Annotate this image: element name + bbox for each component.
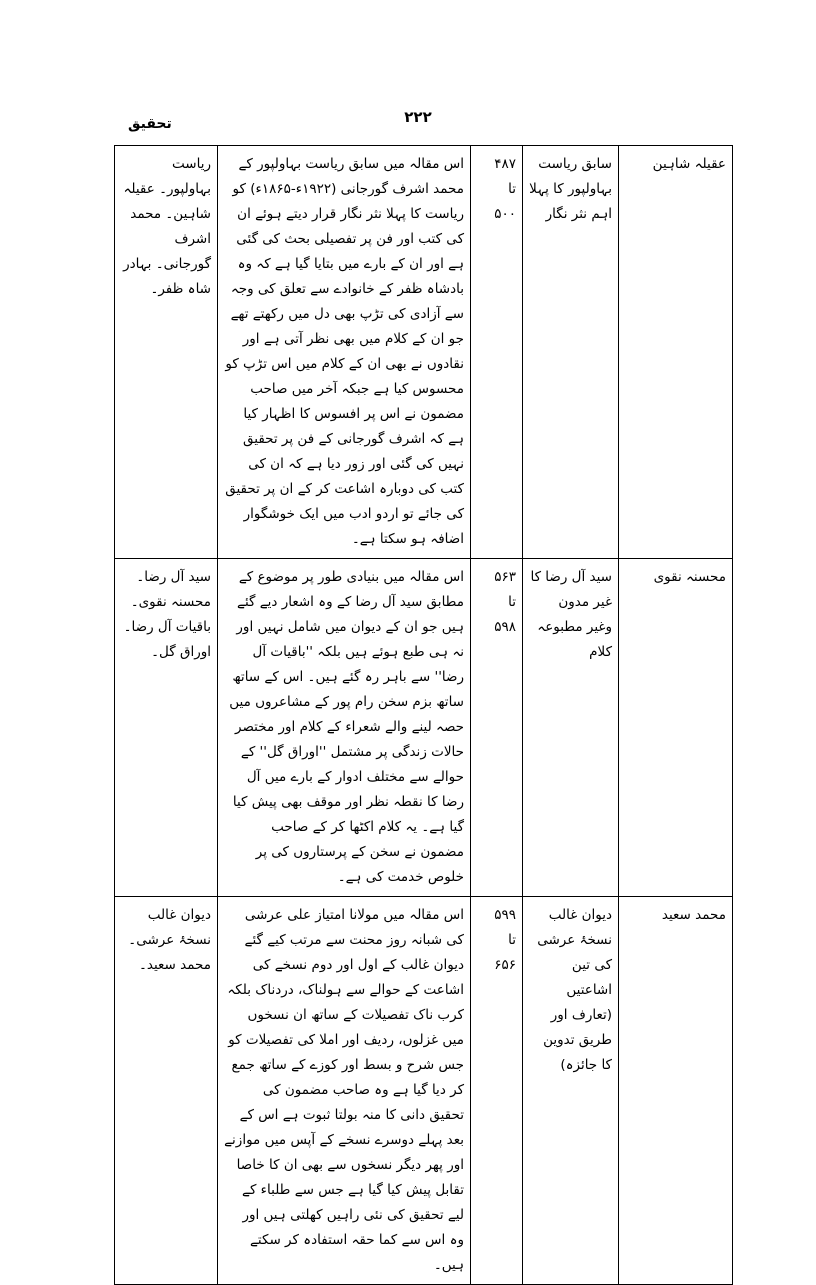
- running-head: تحقیق: [128, 116, 172, 132]
- author-cell: عقیلہ شاہین: [619, 146, 733, 559]
- pages-from: ۵۶۳: [494, 569, 516, 585]
- title-cell: سابق ریاست بہاولپور کا پہلا اہم نثر نگار: [523, 146, 619, 559]
- author-cell: محسنہ نقوی: [619, 559, 733, 897]
- pages-to-word: تا: [508, 932, 516, 948]
- page-number: ۲۲۲: [404, 108, 432, 126]
- summary-cell: اس مقالہ میں بنیادی طور پر موضوع کے مطابق سید آل رضا کے وہ اشعار دیے گئے ہیں جو ان کے دیوان میں شامل نہیں اور نہ ہی طبع ہوئے ہیں بلکہ ''باقیات آل رضا'' سے باہر رہ گئے ہیں۔ اس کے ساتھ ساتھ بزم سخن رام پور کے مشاعروں میں حصہ لینے والے شعراء کے کلام اور مختصر حالات زندگی پر مشتمل ''اوراق گل'' کے حوالے سے مختلف ادوار کے بارے میں آل رضا کا نقطہ نظر اور موقف بھی پیش کیا گیا ہے۔ یہ کلام اکٹھا کر کے صاحب مضمون نے سخن کے پرستاروں کی پر خلوص خدمت کی ہے۔: [218, 559, 471, 897]
- summary-cell: اس مقالہ میں مولانا امتیاز علی عرشی کی شبانہ روز محنت سے مرتب کیے گئے دیوان غالب کے اول اور دوم نسخے کی اشاعت کے حوالے سے ہولناک، دردناک بلکہ کرب ناک تفصیلات کے ساتھ ان نسخوں میں غزلوں، ردیف اور املا کی تفصیلات کو جس شرح و بسط اور کوزے کے ساتھ جمع کر دیا گیا ہے وہ صاحب مضمون کی تحقیق دانی کا منہ بولتا ثبوت ہے اس کے بعد پہلے دوسرے نسخے کے آپس میں موازنے اور پھر دیگر نسخوں سے بھی ان کا خاصا تقابل پیش کیا گیا ہے جس سے طلباء کے لیے تحقیق کی نئی راہیں کھلتی ہیں اور وہ اس سے کما حقہ استفادہ کر سکتے ہیں۔: [218, 897, 471, 1285]
- pages-to-word: تا: [508, 181, 516, 197]
- title-cell: دیوان غالب نسخۂ عرشی کی تین اشاعتیں (تعارف اور طریق تدوین کا جائزہ): [523, 897, 619, 1285]
- author-cell: محمد سعید: [619, 897, 733, 1285]
- title-cell: سید آل رضا کا غیر مدون وغیر مطبوعہ کلام: [523, 559, 619, 897]
- pages-to: ۵۰۰: [494, 206, 516, 222]
- pages-from: ۴۸۷: [494, 156, 516, 172]
- pages-to: ۶۵۶: [494, 957, 516, 973]
- table-row: [115, 897, 733, 1285]
- keywords-cell: ریاست بہاولپور۔ عقیلہ شاہین۔ محمد اشرف گورجانی۔ بہادر شاہ ظفر۔: [115, 146, 218, 559]
- table-row: [115, 146, 733, 559]
- pages-cell: [471, 559, 523, 897]
- pages-cell: [471, 146, 523, 559]
- pages-to-word: تا: [508, 594, 516, 610]
- keywords-cell: دیوان غالب نسخۂ عرشی۔ محمد سعید۔: [115, 897, 218, 1285]
- summary-cell: اس مقالہ میں سابق ریاست بہاولپور کے محمد اشرف گورجانی (۱۹۲۲ء-۱۸۶۵ء) کو ریاست کا پہلا نثر نگار قرار دیتے ہوئے ان کی کتب اور فن پر تفصیلی بحث کی گئی ہے اور ان کے بارے میں بتایا گیا ہے کہ وہ بادشاہ ظفر کے خانوادے سے تعلق کی وجہ سے آزادی کی تڑپ بھی دل میں رکھتے تھے جو ان کے کلام میں بھی نظر آتی ہے اور نقادوں نے بھی ان کے کلام میں اس تڑپ کو محسوس کیا ہے جبکہ آخر میں صاحب مضمون نے اس پر افسوس کا اظہار کیا ہے کہ اشرف گورجانی کے فن پر تحقیق نہیں کی گئی اور زور دیا ہے کہ ان کی کتب کی دوبارہ اشاعت کر کے ان پر تحقیق کی جائے تو اردو ادب میں ایک خوشگوار اضافہ ہو سکتا ہے۔: [218, 146, 471, 559]
- keywords-cell: سید آل رضا۔ محسنہ نقوی۔ باقیات آل رضا۔ اوراق گل۔: [115, 559, 218, 897]
- pages-from: ۵۹۹: [494, 907, 516, 923]
- table-row: [115, 559, 733, 897]
- article-index-table: [114, 145, 733, 1285]
- pages-cell: [471, 897, 523, 1285]
- pages-to: ۵۹۸: [494, 619, 516, 635]
